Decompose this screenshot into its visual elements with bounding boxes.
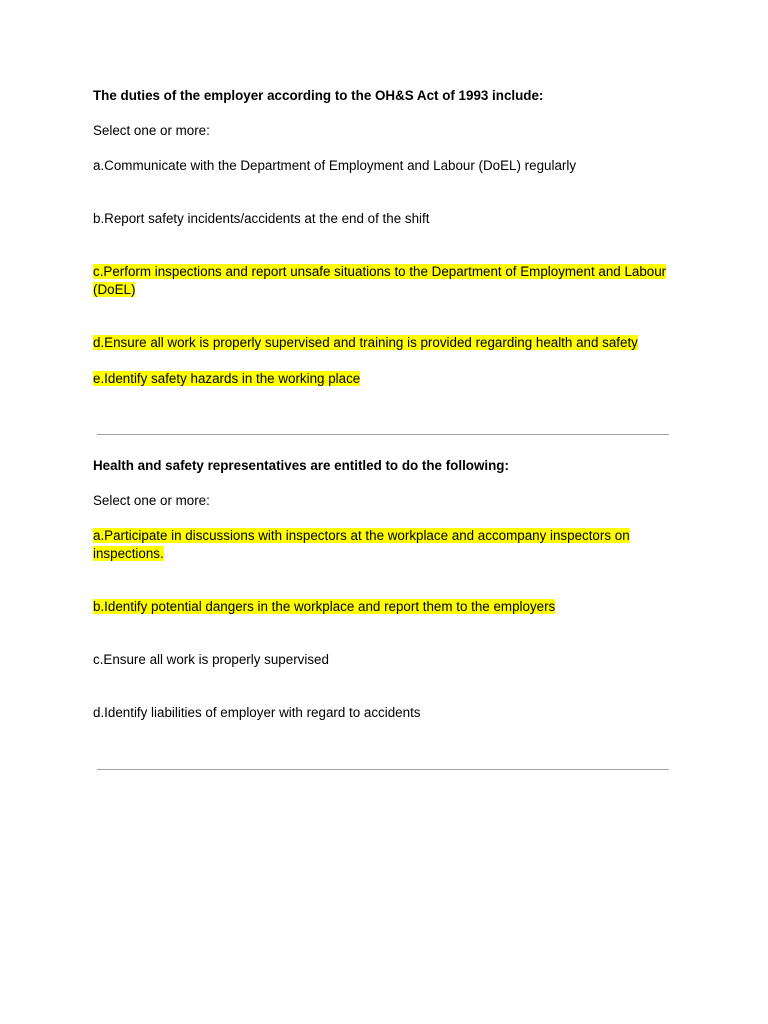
option-text: a.Participate in discussions with inspectors at the workplace and accompany inspectors on inspections. <box>93 528 630 561</box>
divider-line <box>97 769 669 770</box>
question-1-option-e <box>93 370 673 388</box>
question-2-option-c <box>93 651 673 669</box>
question-1-option-c <box>93 263 673 299</box>
question-2-option-a <box>93 527 673 563</box>
option-text: e.Identify safety hazards in the working place <box>93 371 361 386</box>
divider-line <box>97 434 669 435</box>
option-text: b.Identify potential dangers in the workplace and report them to the employers <box>93 599 556 614</box>
option-text: d.Identify liabilities of employer with regard to accidents <box>93 705 421 720</box>
option-text: b.Report safety incidents/accidents at the end of the shift <box>93 211 430 226</box>
question-1-option-a <box>93 157 673 175</box>
question-2-option-d <box>93 704 673 722</box>
question-2 <box>93 457 673 722</box>
question-1-option-b <box>93 210 673 228</box>
question-instruction: Select one or more: <box>93 493 210 508</box>
option-text: d.Ensure all work is properly supervised and training is provided regarding health and safety <box>93 335 638 350</box>
question-2-option-b <box>93 598 673 616</box>
option-text: c.Perform inspections and report unsafe situations to the Department of Employment and Labour (DoEL) <box>93 264 667 297</box>
question-1 <box>93 87 673 388</box>
question-title: The duties of the employer according to the OH&S Act of 1993 include: <box>93 88 544 103</box>
question-1-option-d <box>93 334 673 352</box>
option-text: c.Ensure all work is properly supervised <box>93 652 329 667</box>
question-title: Health and safety representatives are entitled to do the following: <box>93 458 509 473</box>
question-instruction: Select one or more: <box>93 123 210 138</box>
option-text: a.Communicate with the Department of Employment and Labour (DoEL) regularly <box>93 158 577 173</box>
